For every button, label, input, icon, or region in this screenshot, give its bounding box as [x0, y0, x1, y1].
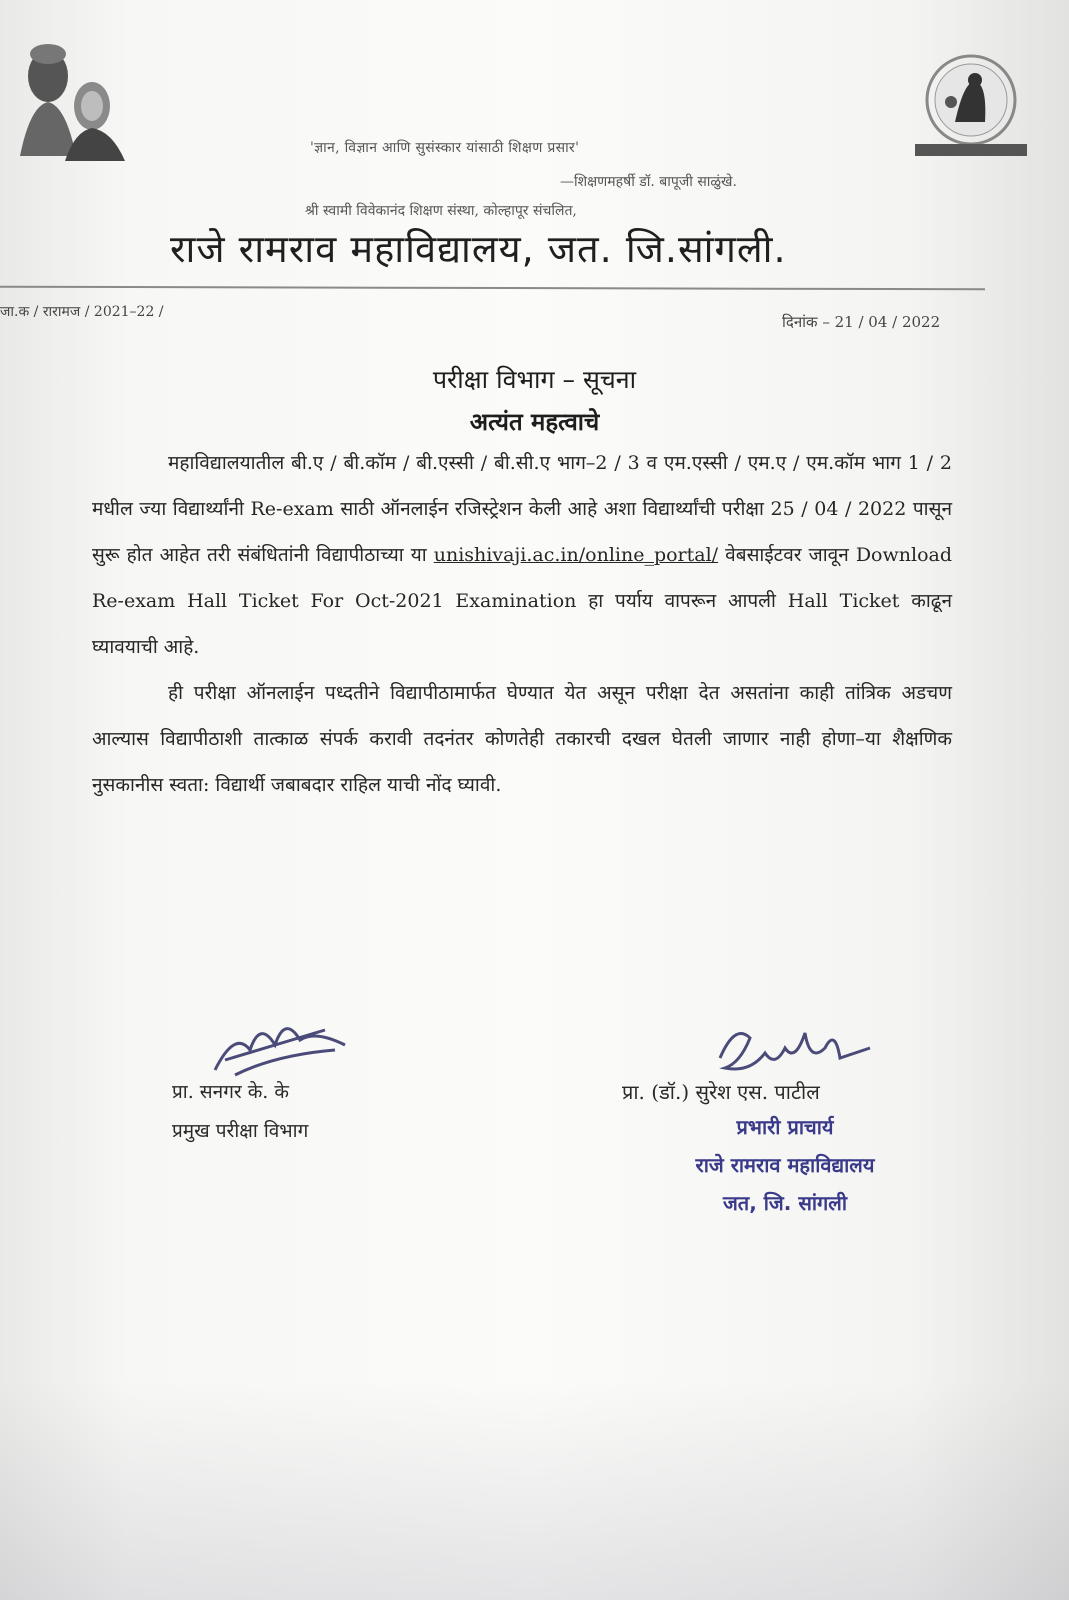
- institution-motto: 'ज्ञान, विज्ञान आणि सुसंस्कार यांसाठी शिक्षण प्रसार': [310, 140, 580, 156]
- paragraph-2: ही परीक्षा ऑनलाईन पध्दतीने विद्यापीठामार्फत घेण्यात येत असून परीक्षा देत असतांना काही तांत्रिक अडचण आल्यास विद्यापीठाशी तात्काळ संपर्क करावी तदनंतर कोणतेही तकारची दखल घेतली जाणार नाही होणा–या शैक्षणिक नुसकानीस स्वता: विद्यार्थी जबाबदार राहिल याची नोंद घ्यावी.: [92, 682, 952, 796]
- society-name: श्री स्वामी विवेकानंद शिक्षण संस्था, कोल्हापूर संचलित,: [305, 203, 577, 219]
- reference-number: जा.क / रारामज / 2021–22 /: [0, 304, 164, 320]
- paragraph-1-text-a: महाविद्यालयातील बी.ए / बी.कॉम / बी.एस्सी / बी.सी.ए भाग–2 / 3 व एम.एस्सी / एम.ए / एम.कॉम भाग 1 / 2 मधील ज्या विद्यार्थ्यांनी Re-exam साठी ऑनलाईन रजिस्ट्रेशन केली आहे अशा विद्यार्थ्यांची परीक्षा 25 / 04 / 2022 पासून सुरू होत आहेत तरी संबंधितांनी विद्यापीठाच्या या: [92, 452, 952, 566]
- exam-head-name: प्रा. सनगर के. के: [172, 1081, 289, 1103]
- principal-stamp: [615, 1108, 955, 1222]
- portal-link[interactable]: unishivaji.ac.in/online_portal/: [433, 544, 719, 566]
- notice-date: दिनांक – 21 / 04 / 2022: [782, 313, 941, 331]
- college-name: राजे रामराव महाविद्यालय, जत. जि.सांगली.: [170, 227, 787, 271]
- stamp-line-2: राजे रामराव महाविद्यालय: [695, 1153, 875, 1177]
- principal-name: प्रा. (डॉ.) सुरेश एस. पाटील: [622, 1080, 820, 1104]
- notice-body: [92, 440, 952, 808]
- notice-subheading: अत्यंत महत्वाचे: [469, 408, 600, 436]
- stamp-line-3: जत, जि. सांगली: [722, 1191, 848, 1215]
- notice-heading: परीक्षा विभाग – सूचना: [432, 365, 637, 394]
- bottom-shadow: [0, 1380, 1069, 1600]
- founders-portraits-image: [10, 36, 130, 161]
- paragraph-1: [92, 440, 952, 670]
- motto-author: —शिक्षणमहर्षी डॉ. बापूजी साळुंखे.: [560, 174, 737, 190]
- institution-logo-emblem: [915, 52, 1040, 164]
- paragraph-1-text-b: वेबसाईटवर जावून Download Re-exam Hall Ticket For Oct-2021 Examination हा पर्याय वापरून आपली Hall Ticket काढून घ्यावयाची आहे.: [92, 544, 953, 658]
- exam-head-title: प्रमुख परीक्षा विभाग: [172, 1120, 309, 1142]
- stamp-line-1: प्रभारी प्राचार्य: [736, 1115, 834, 1139]
